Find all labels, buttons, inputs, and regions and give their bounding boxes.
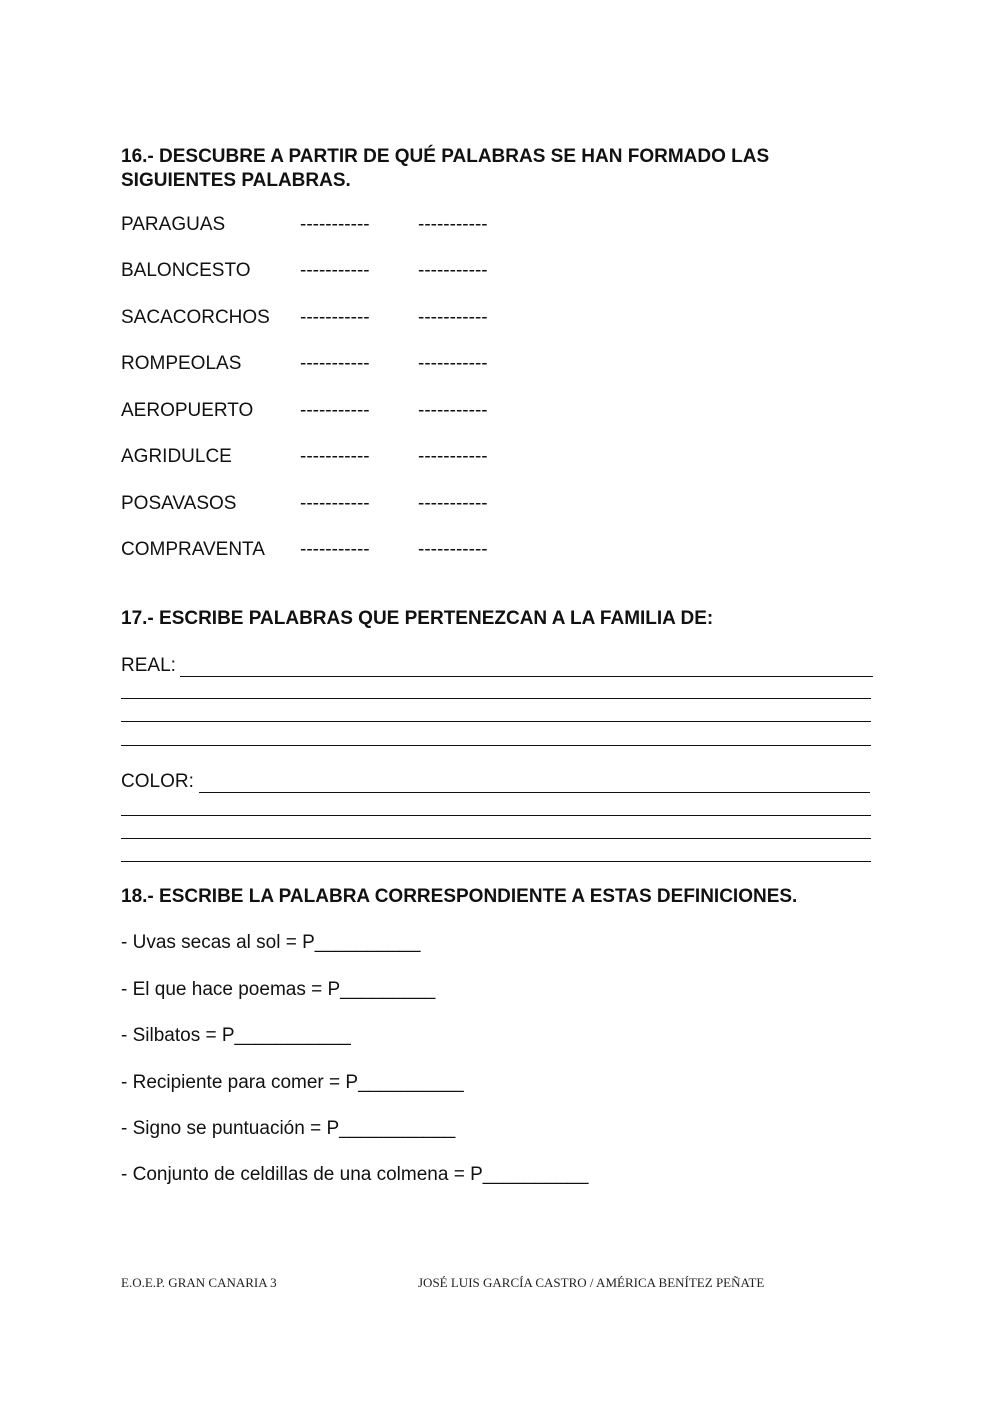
definition-item[interactable]: - El que hace poemas = P_________ <box>121 979 436 1000</box>
compound-word: PARAGUAS <box>121 214 226 235</box>
exercise-17-title: 17.- ESCRIBE PALABRAS QUE PERTENEZCAN A LA FAMILIA DE: <box>121 608 714 629</box>
answer-blank-2[interactable]: ----------- <box>418 446 488 467</box>
compound-word: COMPRAVENTA <box>121 539 265 560</box>
compound-word-row <box>121 353 241 375</box>
definition-item[interactable]: - Conjunto de celdillas de una colmena = P__________ <box>121 1164 589 1185</box>
compound-word-row <box>121 307 270 329</box>
definition-item[interactable]: - Uvas secas al sol = P__________ <box>121 932 421 953</box>
answer-blank-2[interactable]: ----------- <box>418 400 488 421</box>
compound-word: AGRIDULCE <box>121 446 232 467</box>
answer-line[interactable] <box>121 861 871 862</box>
compound-word-row <box>121 260 251 282</box>
exercise-16-title-line-1: 16.- DESCUBRE A PARTIR DE QUÉ PALABRAS SE HAN FORMADO LAS <box>121 146 770 167</box>
definition-item[interactable]: - Signo se puntuación = P___________ <box>121 1118 456 1139</box>
compound-word-row <box>121 446 232 468</box>
answer-blank-2[interactable]: ----------- <box>418 539 488 560</box>
compound-word-row <box>121 400 253 422</box>
answer-blank-2[interactable]: ----------- <box>418 260 488 281</box>
compound-word: SACACORCHOS <box>121 307 270 328</box>
answer-line[interactable] <box>180 676 873 677</box>
answer-blank-1[interactable]: ----------- <box>300 493 370 514</box>
answer-line[interactable] <box>121 721 871 722</box>
answer-line[interactable] <box>121 815 871 816</box>
compound-word-row <box>121 214 225 236</box>
compound-word: BALONCESTO <box>121 260 251 281</box>
answer-blank-1[interactable]: ----------- <box>300 539 370 560</box>
family-label-real: REAL: <box>121 655 176 676</box>
answer-blank-1[interactable]: ----------- <box>300 214 370 235</box>
answer-line[interactable] <box>121 838 871 839</box>
answer-blank-2[interactable]: ----------- <box>418 214 488 235</box>
answer-line[interactable] <box>199 792 870 793</box>
answer-line[interactable] <box>121 745 871 746</box>
answer-blank-1[interactable]: ----------- <box>300 446 370 467</box>
compound-word-row <box>121 493 236 515</box>
family-label-color: COLOR: <box>121 771 194 792</box>
exercise-18-title: 18.- ESCRIBE LA PALABRA CORRESPONDIENTE A ESTAS DEFINICIONES. <box>121 886 798 907</box>
answer-blank-1[interactable]: ----------- <box>300 307 370 328</box>
footer-left: E.O.E.P. GRAN CANARIA 3 <box>121 1275 277 1290</box>
exercise-16-title-line-2: SIGUIENTES PALABRAS. <box>121 170 351 191</box>
answer-blank-2[interactable]: ----------- <box>418 353 488 374</box>
compound-word: AEROPUERTO <box>121 400 254 421</box>
answer-blank-1[interactable]: ----------- <box>300 400 370 421</box>
answer-blank-1[interactable]: ----------- <box>300 353 370 374</box>
compound-word-row <box>121 539 265 561</box>
definition-item[interactable]: - Silbatos = P___________ <box>121 1025 351 1046</box>
exercise-16-title <box>121 145 769 193</box>
answer-blank-2[interactable]: ----------- <box>418 493 488 514</box>
compound-word: ROMPEOLAS <box>121 353 242 374</box>
answer-blank-1[interactable]: ----------- <box>300 260 370 281</box>
footer-right: JOSÉ LUIS GARCÍA CASTRO / AMÉRICA BENÍTEZ PEÑATE <box>418 1275 765 1290</box>
definition-item[interactable]: - Recipiente para comer = P__________ <box>121 1072 464 1093</box>
compound-word: POSAVASOS <box>121 493 237 514</box>
answer-blank-2[interactable]: ----------- <box>418 307 488 328</box>
answer-line[interactable] <box>121 698 871 699</box>
